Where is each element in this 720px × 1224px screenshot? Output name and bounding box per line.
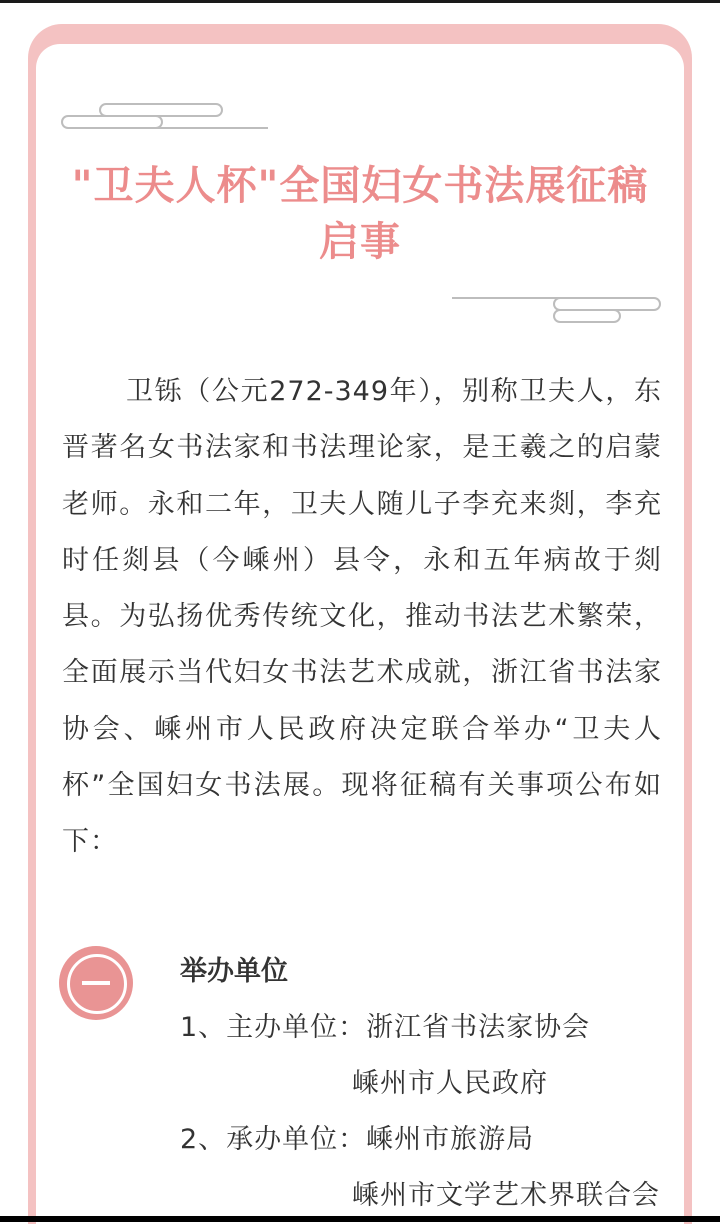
list-item: 嵊州市文学艺术界联合会	[352, 1180, 660, 1211]
badge-dash	[82, 981, 110, 985]
bottom-edge	[0, 1216, 720, 1222]
list-item: 2、承办单位：嵊州市旅游局	[180, 1124, 535, 1155]
top-edge	[0, 0, 720, 3]
list-item: 嵊州市人民政府	[352, 1068, 548, 1099]
intro-paragraph: 卫铄（公元272-349年），别称卫夫人，东晋著名女书法家和书法理论家，是王羲之的启蒙老师。永和二年，卫夫人随儿子李充来剡，李充时任剡县（今嵊州）县令，永和五年病故于剡县。为弘扬优秀传统文化，推动书法艺术繁荣，全面展示当代妇女书法艺术成就，浙江省书法家协会、嵊州市人民政府决定联合举办“卫夫人杯”全国妇女书法展。现将征稿有关事项公布如下：	[62, 376, 662, 858]
section-heading: 举办单位	[180, 956, 288, 987]
list-item: 1、主办单位：浙江省书法家协会	[180, 1012, 591, 1043]
cloud-line-ornament-top	[58, 100, 270, 134]
circled-number-one-icon	[59, 946, 133, 1020]
page-title: "卫夫人杯"全国妇女书法展征稿启事	[71, 163, 649, 265]
cloud-line-ornament-bottom	[450, 292, 664, 326]
